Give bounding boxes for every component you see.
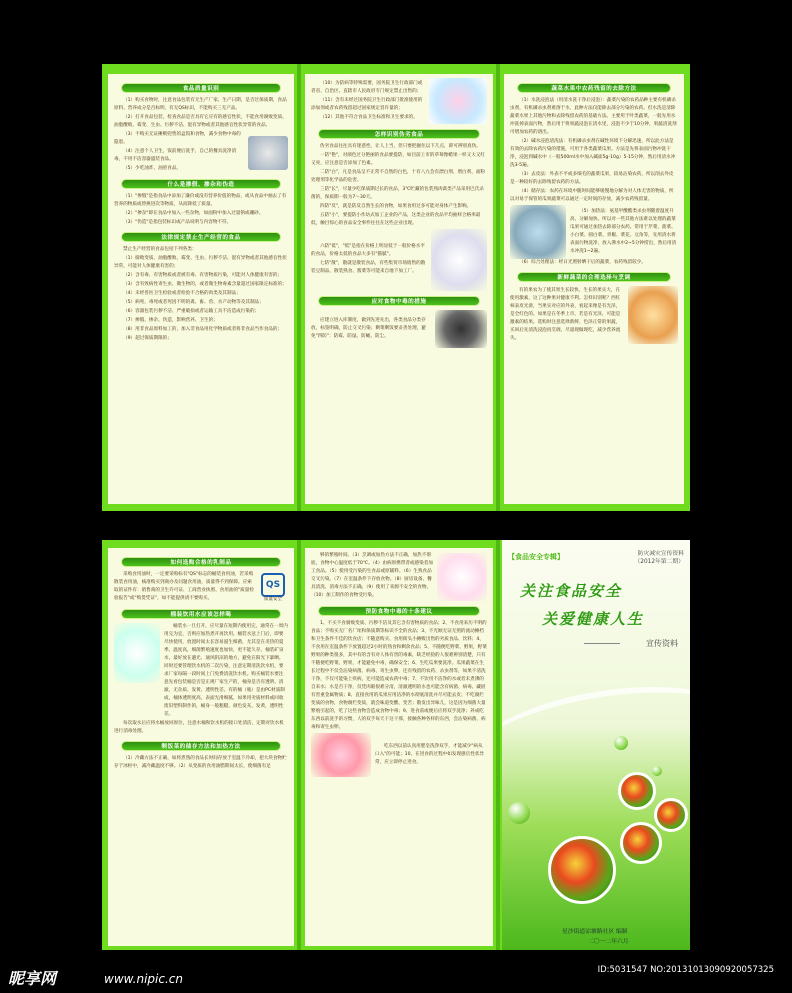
bubble-icon [614,736,628,750]
watermark-url: www.nipic.cn [104,972,183,986]
subtitle-rule [584,643,620,644]
fruit-plate-icon [618,772,656,810]
paragraph: （3）不购买无证摊贩兜售的盒饭和食物，减少食物中毒的隐患。 [114,132,241,145]
paragraph: （2）碱水浸泡清洗法：有机磷杀虫剂在碱性环境下分解迅速，所以此方法是有效的去除农药污染的措施，可用于各类蔬菜瓜果。方法是先将表面污物冲洗干净，浸泡到碱水中（一般500ml水中加入碱面5g-10g）5-15分钟，然后用清水冲洗3-5遍。 [510,139,676,168]
paragraph: （2）打开食品包装，检查食品是否具有它应有的感官性状，不能食用腐败变质、油脂酸败、霉变、生虫、污秽不洁、混有异物或者其他感官性状异常的食品。 [114,115,287,128]
paragraph: （6）容器包装污秽不洁、严重破损或者运输工具不洁造成污染的； [123,309,260,314]
paragraph: （3）含有致病性寄生虫、微生物的，或者微生物毒素含量超过国家限定标准的； [123,282,287,287]
cover-issue [634,550,684,566]
cover-tag: 【食品安全专辑】 [508,553,564,561]
bubble-icon [508,802,530,824]
paragraph: （7）掺假、掺杂、伪造，影响营养、卫生的； [123,318,218,323]
vegetable-plate-icon [654,798,688,832]
paragraph: 有的果农为了使其果生长较快，生长的果实大，在使用激素，这了这种果对健康不利。怎样识别呢？西红柿表皮光滑，当果实对应的外表，看起来像是有光泽，是全红色的。如果是在冬季上市，若是有光泽，可能是激素的结果。选购时注意选择新鲜、色泽正常的果蔬，买回后先清洗浸泡再烹调，尽量现做现吃，减少营养流失。 [510,287,621,341]
section-title: 食品质量识别 [121,83,281,93]
section-title: 新鲜蔬菜的合理选择与烹调 [517,272,672,282]
qs-badge [258,573,288,603]
paragraph: （3）去皮法：外表不平或多细毛的蔬菜瓜果，较易沾染农药，所以削去外皮是一种较好的去除残留农药的方法。 [510,172,674,185]
qs-logo-icon: QS [261,573,285,597]
paragraph: 三防"长"，尽量少吃保质期过长的食品，3℃贮藏的包装熟肉禽类产品采用巴氏杀菌的，保质期一般为7～30天。 [311,187,484,200]
paragraph: （5）病死、毒死或者死因不明的禽、畜、兽、水产动物等及其制品； [123,300,264,305]
cover-subtitle: 宣传资料 [646,639,678,648]
section-title: 应对食物中毒的措施 [318,296,480,306]
brochure-inside-sheet [102,64,690,511]
chef-cartoon-icon [628,286,678,344]
paragraph: （6）综合处理法：经日光照射晒干后的蔬菜，农药残留较少。 [519,260,646,265]
fruit-bowl-icon [548,836,616,904]
water-cartoon-icon [114,623,160,683]
paragraph: （3）"伪造"是指包装标识或产品说明与内容物不符。 [123,220,232,225]
paragraph: 伪劣食品往往具有迷惑性，让人上当，但只要把握住以下几点，即可辨别真伪。 [320,144,481,149]
paragraph: （5）少吃油炸、油煎食品。 [123,166,182,171]
fold-line [297,64,301,511]
paragraph: （4）未经兽医卫生检验或者检验不合格的肉类及其制品； [123,291,241,296]
paragraph: （1）水洗浸泡法（用清水洗干净后浸泡）：蔬菜污染的农药品种主要有机磷杀虫剂，有机磷杀虫剂难溶于水，此种方法仅能除去部分污染的农药。但水洗是清除蔬菜水果上其他污物和去除残留农药的基础方法。主要用于叶类蔬菜，一般先用水冲洗掉表面污物，然后用于将果蔬浸泡在清水里，浸泡不少于10分钟，果蔬清洗剂可增加农药的溶出。 [510,98,677,135]
section-title: 怎样识别伪劣食品 [318,129,480,139]
section-title: 蔬菜水果中农药残留的去除方法 [517,83,672,93]
paragraph: 禁止生产经营的食品包括下列各类： [123,247,197,252]
brochure-outside-sheet [102,540,690,950]
paragraph: 采购食用油时，一定要采购标有"QS"标志的桶装食用油，若采购散装食用油，核准购买到商办及问题食用油，质量得不到保障。应索取的证件有：销售商的卫生许可证、工商营业执照、食用油的"质量检验报告"或"购货凭证"，如不能提供请不要购买。 [114,572,254,601]
cover-date: 二〇一二年六月 [588,939,629,945]
paragraph: 够的繁殖时间。（3）烹调或加热方法不正确，加热不彻底，食物中心温度低于70℃。（4）由病原携带者或感染者加工食品。（5）使用受污染的生食品或原辅料。（6）生熟食品交叉污染。（7）在室温条件下存放食物。（8）厨房设备、餐具清洗、消毒方法不正确。（9）使用了来源不安全的食物。（10）加工制作的食物受污染。 [311,553,433,598]
salad-plate-icon [620,822,662,864]
inspector-cartoon-icon [431,229,487,291]
watermark-id: ID:5031547 NO:20131013090920057325 [597,965,774,975]
panel-pesticide-removal [504,74,684,504]
cover-issue-number: （2012年第二期） [634,559,684,565]
paragraph: 四防"反"，就是防反自然生长的食物，如果食用过多可能对身体产生影响。 [320,204,472,209]
factory-illustration-icon [510,205,566,259]
panel-dairy-water [108,548,294,946]
watermark-logo: 昵享网 [8,969,57,988]
handwashing-illustration-icon [311,733,371,777]
section-title: 预防食物中毒的十条建议 [318,606,480,616]
paragraph: 二防"白"，凡是食品呈不正常不自然的白色，十有八九会有漂白剂、增白剂、面粉处理剂等化学品的危害。 [311,170,486,183]
paragraph: （12）其他不符合食品卫生标准和卫生要求的。 [320,114,418,120]
paragraph: （9）超过保质期限的； [123,336,172,341]
paragraph: 吃东西以前认真用肥皂洗净双手，才能减少"病从口入"的可能；10、在进食的过程中如发现感官性状异常，应立即停止进食。 [375,743,485,765]
paragraph: （5）加热法：氨基甲酸酯类杀虫剂随着温度升高，分解加快。所以对一些其他方法难以处理的蔬菜瓜果可通过加热去除部分农药。常用于芹菜、菠菜、小白菜、圆白菜、青椒、菜花、豆角等，先用清水将表面污物洗净，放入沸水中2~5分钟捞出，然后用清水冲洗1~2遍。 [570,208,677,254]
section-title: 什么是掺假、掺杂和伪造 [121,179,281,189]
paragraph: （11）含有未经过国务院卫生行政部门批准使用的添加剂或者农药残留超过国家规定容许量的； [311,97,423,111]
section-title: 法律规定禁止生产经营的食品 [121,232,281,242]
paragraph: （8）用非食品原料加工的，加入非食品用化学物质或者将非食品当作食品的； [123,327,283,332]
paragraph: （4）注意个人卫生，饭前便后洗手，自己的餐具洗净消毒，不用不洁容器盛装食品。 [114,149,237,162]
paragraph: 桶装水一旦打开，应尽量在短期内使用完，通常在一周内用完为宜，否则应加热煮开再饮用。桶装水送上门后，即要尽快使用，放置时间太长容易滋生细菌，尤其是在炎热的夏季。温度高，细菌繁殖速度也加快，更不能久存。桶装矿泉水，最好放在避光、通风阴凉的地方，避免在阳光下暴晒。同时还要管理饮水机的二次污染，注意定期清洗饮水机，要求厂家每隔一段时间上门免费清洗饮水机。购买桶装水要注意先看包装桶是否是正规厂家生产的，桶身是否有透明、清澈，无杂质、发黄、透明性差。有的桶（瓶）是由PC材质制成，桶体透明度高，表面光滑细腻，如果用劣质材料或回收废旧塑料制作的，桶身一般粗糙、颜色发灰、发黄，透明性差。 [164,624,288,717]
paragraph: （2）"掺杂"即在食品中加入一些杂物，如面粉中加入过量钠或硼砂。 [123,211,264,216]
paragraph: 应建立进入库制度，做到先进先出，各类食品分类存放，标签明确，防止交叉污染；剩菜剩饭要妥善处理，避免"四防"：防霉、防鼠、防蝇、防尘。 [311,317,426,339]
bubble-icon [652,766,662,776]
panel-food-quality [108,74,294,504]
poison-warning-icon [435,310,487,348]
food-products-illustration-icon [429,78,487,124]
paragraph: （2）含有毒、有害物质或者被有毒、有害物质污染，可能对人体健康有害的； [123,273,283,278]
section-title: 如何选购合格的乳制品 [121,557,281,567]
fold-line [496,64,500,511]
qs-label: 质量安全 [264,596,282,602]
paragraph: （4）储存法：农药在环境中随时间能够缓慢地分解为对人体无害的物质，所以对易于保管的瓜果蔬菜可以通过一定时间的存放，减少农药残留量。 [510,189,674,202]
paragraph: （1）腐败变质、油脂酸败、霉变、生虫、污秽不洁、混有异物或者其他感官性状异常，可能对人体健康有害的； [114,256,287,269]
paragraph: 七防"散"，散就是散装食品，有些集贸市场销售的散装豆制品、散装熟食、酱菜等可能来自地下加工厂。 [311,261,426,274]
paragraph: （1）购买食物时，注意食品包装有无生产厂家、生产日期，是否过保质期，食品原料、营养成分是否标明，有无QS标识，不能购买三无产品。 [114,98,287,111]
paragraph: （1）冷藏方法不正确，如将煮熟的食品长时间存放于室温下冷却，把大块食物贮存于冰柜中，减冷藏温度不够。（2）从变质的食用油腊期间太长，使细菌有足 [114,756,287,769]
paragraph: 一防"艳"，对颜色过分艳丽的食品要提防，如目前上市的草莓像蜡果一样又大又红又亮，应注意是否添加了色素。 [311,153,486,166]
panel-poisoning-tips [305,548,493,946]
paragraph: 每次取水后应将水桶放回原位，注意水桶和饮水机的接口处清洁，定期对饮水机进行消毒处理。 [114,721,284,734]
section-title: 剩饭菜的储存方法和加热方法 [121,741,281,751]
cover-title-line2: 关爱健康人生 [542,610,645,628]
hygiene-illustration-icon [248,136,288,170]
paragraph: 五防"小"，要提防小作坊式加工企业的产品，这类企业的食品平均抽样合格率最低，触目惊心的食品安全事件往往在这些企业出现。 [311,213,481,226]
paragraph: 1、不买不食腐败变质、污秽不洁及其它含有害物质的食品；2、不食用来历不明的食品；不购买无厂名厂址和保质期等标识不全的食品；3、不光顾无证无照的流动摊档和卫生条件不佳的饮食店；不随意购买、食用街头小摊贩出售的劣质食品、饮料；4、不食用在室温条件下放置超过2小时的熟食和剩余食品；5、不随便吃野菜、野果，野菜野果的种类很多，其中有的含有对人体有害的毒素，缺乏经验的人很难辨别清楚，只有不随便吃野菜、野果，才能避免中毒，确保安全；6、生吃瓜果要洗净。瓜果蔬菜在生长过程中不仅会沾染病菌、病毒、寄生虫卵，还有残留的农药、杀虫剂等，如果不清洗干净，不仅可能染上疾病，还可能造成农药中毒；7、不饮用不洁净的水或者未煮沸的自来水；水是否干净，仅凭肉眼很难分清，清澈透明的水也可能含有病菌、病毒、藏匿有害重金属物质；8、直接食用的瓜果应用洁净的水彻底清洗并尽可能去皮；不吃腐烂变质的食物，食物腐烂变质，就会味道变酸、变苦；散发出异味儿，这是因为细菌大量繁殖引起的，吃了这些食物会造成食物中毒；9、进食前或便后应将双手洗净；养成吃东西以前洗手的习惯，人的双手每天干这干那，接触各种各样的东西，会沾染病菌、病毒和寄生虫卵。 [311,621,487,730]
paragraph: （1）"掺假"是指食品中添加了廉价或没有营养价值的物品，或从食品中抽去了有营养的物质或替换进次等物质，从而降低了质量。 [114,194,287,207]
cook-cartoon-icon [437,553,487,601]
fold-line [496,540,500,950]
section-title: 桶装饮用水应该怎样喝 [121,609,281,619]
cover-panel [502,540,690,950]
fold-line [297,540,301,950]
cover-title-line1: 关注食品安全 [520,582,623,600]
panel-fake-food [305,74,493,504]
paragraph: （10）为防病等特殊需要，国务院卫生行政部门或者省、自治区、直辖市人民政府专门规定禁止出售的； [311,80,423,94]
cover-issue-line: 防灾减灾宣传资料 [637,551,684,557]
cover-organization: 星沙街道凉塘路社区 编制 [562,929,628,935]
paragraph: 六防"低"，"低"是指在价格上明显低于一般价格水平的食品，价格太低的食品大多有"猫腻"。 [311,244,425,257]
